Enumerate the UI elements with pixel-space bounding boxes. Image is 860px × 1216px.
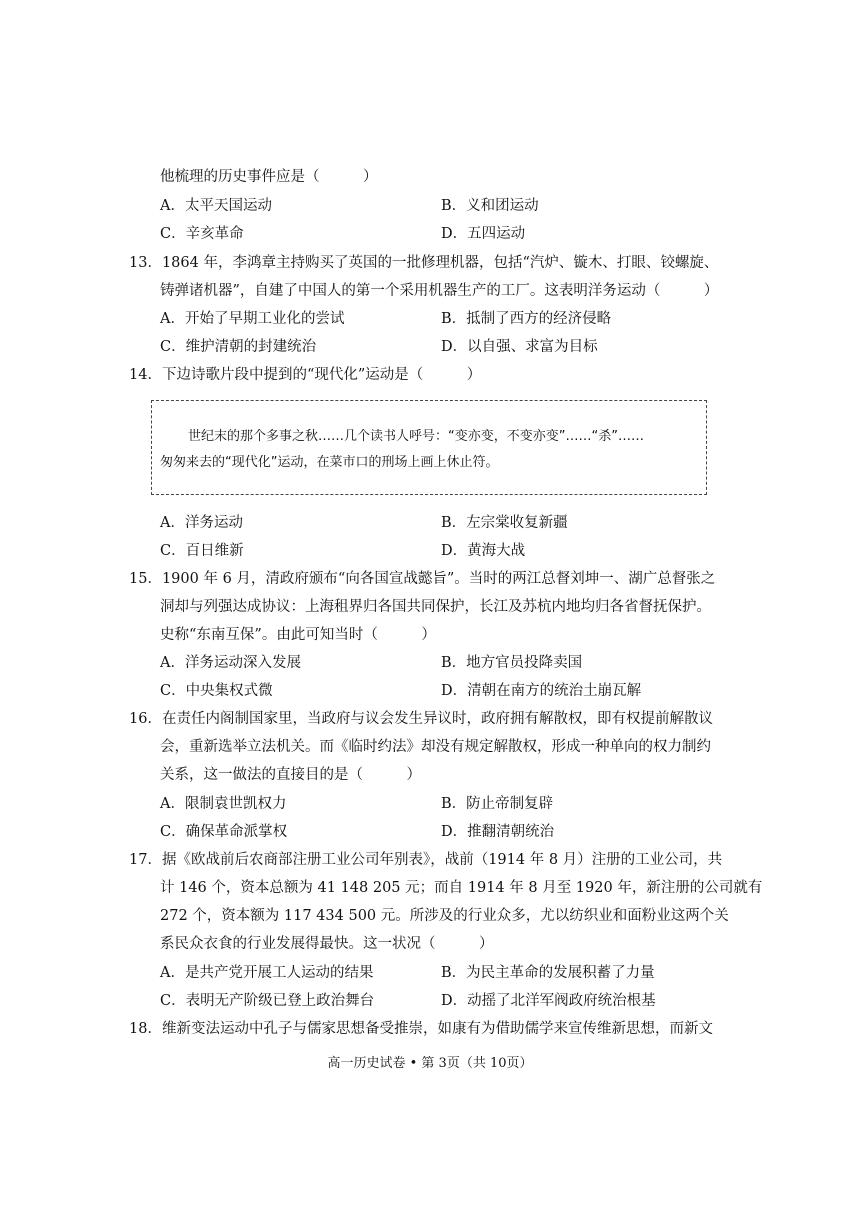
q14-option-c[interactable]: C．百日维新 — [160, 543, 244, 559]
q12-stem: 他梳理的历史事件应是（ ） — [160, 169, 378, 185]
q18-stem-line1: 18．维新变法运动中孔子与儒家思想备受推崇，如康有为借助儒学来宣传维新思想，而新文 — [129, 1021, 713, 1037]
q15-option-a[interactable]: A．洋务运动深入发展 — [160, 655, 301, 671]
q13-stem-line2: 铸弹诸机器”，自建了中国人的第一个采用机器生产的工厂。这表明洋务运动（ ） — [160, 283, 719, 299]
poem-box — [151, 400, 707, 495]
q17-option-a[interactable]: A．是共产党开展工人运动的结果 — [160, 965, 374, 981]
q15-stem-line3: 史称“东南互保”。由此可知当时（ ） — [160, 627, 436, 643]
q16-stem-line2: 会，重新选举立法机关。而《临时约法》却没有规定解散权，形成一种单向的权力制约 — [160, 739, 711, 755]
q12-option-d[interactable]: D．五四运动 — [441, 226, 526, 242]
q14-option-b[interactable]: B．左宗棠收复新疆 — [441, 515, 568, 531]
q16-stem-line1: 16．在责任内阁制国家里，当政府与议会发生异议时，政府拥有解散权，即有权提前解散议 — [129, 711, 713, 727]
q17-option-c[interactable]: C．表明无产阶级已登上政治舞台 — [160, 993, 375, 1009]
q16-option-d[interactable]: D．推翻清朝统治 — [441, 824, 555, 840]
q15-option-b[interactable]: B．地方官员投降卖国 — [441, 655, 583, 671]
q13-option-d[interactable]: D．以自强、求富为目标 — [441, 339, 598, 355]
poem-line2: 匆匆来去的“现代化”运动，在菜市口的刑场上画上休止符。 — [160, 455, 499, 470]
q12-option-b[interactable]: B．义和团运动 — [441, 198, 539, 214]
q16-stem-line3: 关系，这一做法的直接目的是（ ） — [160, 767, 421, 783]
q13-stem-line1: 13．1864 年，李鸿章主持购买了英国的一批修理机器，包括“汽炉、镟木、打眼、铰螺旋、 — [129, 255, 719, 271]
page-footer: 高一历史试卷 • 第 3页（共 10页） — [327, 1056, 533, 1071]
q16-option-b[interactable]: B．防止帝制复辟 — [441, 796, 554, 812]
q15-stem-line2: 洞却与列强达成协议：上海租界归各国共同保护，长江及苏杭内地均归各省督抚保护。 — [160, 599, 711, 615]
q16-option-a[interactable]: A．限制袁世凯权力 — [160, 796, 287, 812]
q12-option-c[interactable]: C．辛亥革命 — [160, 226, 244, 242]
q17-stem-line1: 17．据《欧战前后农商部注册工业公司年别表》，战前（1914 年 8 月）注册的工业公司，共 — [129, 852, 723, 868]
q14-option-d[interactable]: D．黄海大战 — [441, 543, 526, 559]
q15-stem-line1: 15．1900 年 6 月，清政府颁布“向各国宣战懿旨”。当时的两江总督刘坤一、湖广总督张之 — [129, 571, 716, 587]
q15-option-d[interactable]: D．清朝在南方的统治土崩瓦解 — [441, 683, 642, 699]
poem-line1: 世纪末的那个多事之秋……几个读书人呼号：“变亦变，不变亦变”……“杀”…… — [188, 429, 644, 444]
q13-option-c[interactable]: C．维护清朝的封建统治 — [160, 339, 317, 355]
q17-stem-line3: 272 个，资本额为 117 434 500 元。所涉及的行业众多，尤以纺织业和面粉业这两个关 — [160, 908, 729, 924]
q14-stem: 14．下边诗歌片段中提到的“现代化”运动是（ ） — [129, 367, 482, 383]
q13-option-b[interactable]: B．抵制了西方的经济侵略 — [441, 311, 612, 327]
q13-option-a[interactable]: A．开始了早期工业化的尝试 — [160, 311, 345, 327]
q17-option-b[interactable]: B．为民主革命的发展积蓄了力量 — [441, 965, 655, 981]
q17-stem-line2: 计 146 个，资本总额为 41 148 205 元；而自 1914 年 8 月至 1920 年，新注册的公司就有 — [160, 880, 763, 896]
q14-option-a[interactable]: A．洋务运动 — [160, 515, 243, 531]
q17-stem-line4: 系民众衣食的行业发展得最快。这一状况（ ） — [160, 936, 494, 952]
q15-option-c[interactable]: C．中央集权式微 — [160, 683, 273, 699]
q17-option-d[interactable]: D．动摇了北洋军阀政府统治根基 — [441, 993, 656, 1009]
q12-option-a[interactable]: A．太平天国运动 — [160, 198, 272, 214]
q16-option-c[interactable]: C．确保革命派掌权 — [160, 824, 288, 840]
